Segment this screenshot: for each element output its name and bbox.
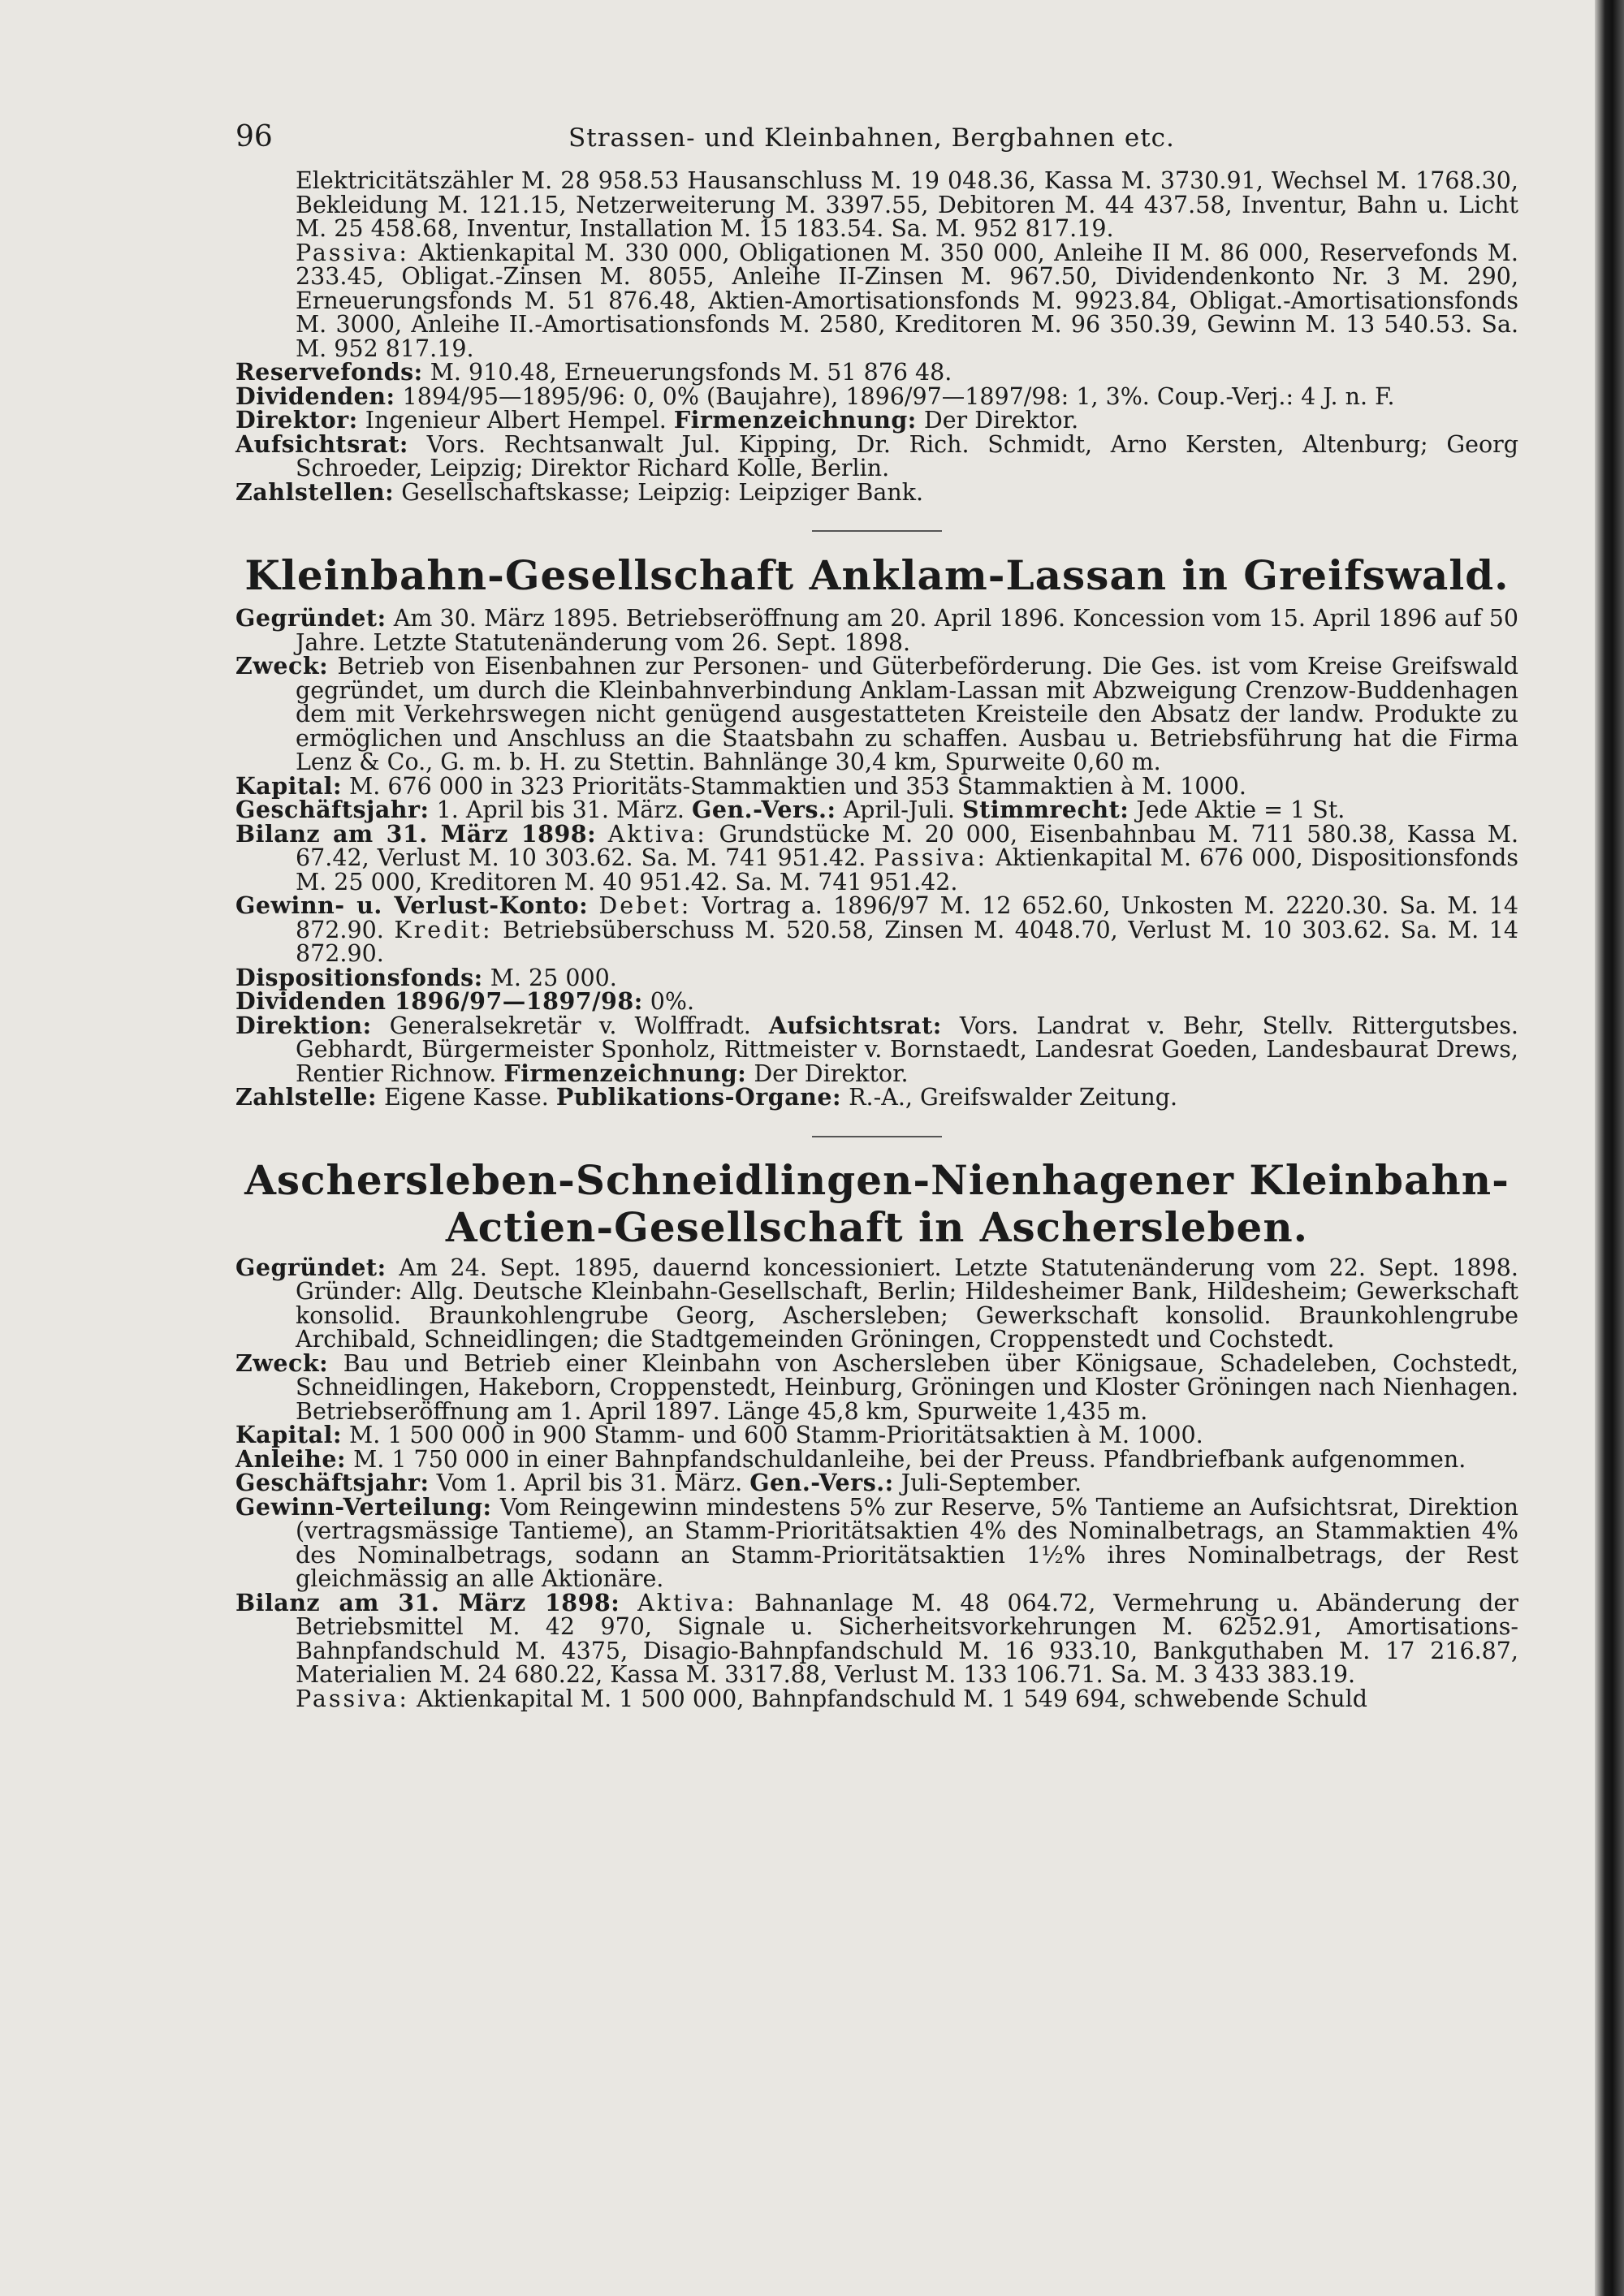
- genvers-label: Gen.-Vers.:: [691, 796, 836, 823]
- section-divider: [812, 1136, 942, 1137]
- anklam-entry: [235, 606, 1518, 1110]
- kapital-label: Kapital:: [235, 771, 342, 800]
- previous-entry: [235, 169, 1518, 504]
- zahlstellen-text: Gesellschaftskasse; Leipzig: Leipziger Bank.: [401, 478, 924, 506]
- anleihe-label: Anleihe:: [235, 1444, 346, 1473]
- geschaeftsjahr-text: Vom 1. April bis 31. März.: [436, 1470, 743, 1496]
- zweck-text: Bau und Betrieb einer Kleinbahn von Aschersleben über Königsaue, Schadeleben, Cochstedt, Schneidlingen, Hakeborn, Croppenstedt, Heinburg, Gröningen und Kloster Gröningen nach Nienhagen. Betriebseröffnung am 1. April 1897. Länge 45,8 km, Spurweite 1,435 m.: [296, 1349, 1518, 1425]
- geschaeftsjahr-label: Geschäftsjahr:: [235, 1469, 430, 1496]
- bilanz-paragraph: [235, 819, 1519, 896]
- geschaeftsjahr-text: 1. April bis 31. März.: [436, 796, 685, 823]
- book-spine-shadow: [1595, 0, 1624, 2296]
- stimmrecht-text: Jede Aktie = 1 St.: [1136, 796, 1345, 823]
- genvers-label: Gen.-Vers.:: [749, 1469, 894, 1496]
- genvers-text: Juli-September.: [901, 1470, 1082, 1496]
- direktor-text: Ingenieur Albert Hempel.: [365, 407, 667, 434]
- running-head: [235, 120, 1518, 169]
- direktion-paragraph: [235, 1011, 1518, 1087]
- firmenzeichnung-text: Der Direktor.: [754, 1060, 909, 1087]
- anleihe-text: M. 1 750 000 in einer Bahnpfandschuldanleihe, bei der Preuss. Pfandbriefbank aufgenommen.: [353, 1445, 1466, 1473]
- guv-paragraph: [235, 891, 1519, 967]
- publikationsorgane-text: R.-A., Greifswalder Zeitung.: [849, 1084, 1178, 1111]
- dividenden-label: Dividenden:: [235, 382, 395, 410]
- zweck-label: Zweck:: [235, 1349, 329, 1377]
- gegruendet-label: Gegründet:: [235, 1253, 387, 1281]
- geschaeftsjahr-paragraph: [235, 1471, 1518, 1495]
- passiva-paragraph: [235, 1687, 1518, 1711]
- aufsichtsrat-text: Vors. Rechtsanwalt Jul. Kipping, Dr. Rich. Schmidt, Arno Kersten, Altenburg; Georg Schroeder, Leipzig; Direktor Richard Kolle, Berlin.: [296, 430, 1518, 481]
- reservefonds-paragraph: [235, 360, 1518, 385]
- direktion-label: Direktion:: [235, 1011, 372, 1039]
- dividenden-text: 0%.: [650, 988, 695, 1015]
- aktiva-text: Bahnanlage M. 48 064.72, Vermehrung u. Abänderung der Betriebsmittel M. 42 970, Signale u. Sicherheitsvorkehrungen M. 6252.91, Amortisations-Bahnpfandschuld M. 4375, Disagio-Bahnpfandschuld M. 16 933.10, Bankguthaben M. 17 216.87, Materialien M. 24 680.22, Kassa M. 3317.88, Verlust M. 133 106.71. Sa. M. 3 433 383.19.: [296, 1589, 1519, 1688]
- gewinnverteilung-text: Vom Reingewinn mindestens 5% zur Reserve, 5% Tantieme an Aufsichtsrat, Direktion (vertragsmässige Tantieme), an Stamm-Prioritätsaktien 4% des Nominalbetrags, an Stammaktien 4% des Nominalbetrags, sodann an Stamm-Prioritätsaktien 1½% ihres Nominalbetrags, der Rest gleichmässig an alle Aktionäre.: [296, 1493, 1518, 1592]
- zahlstellen-paragraph: [235, 477, 1518, 506]
- dispositionsfonds-text: M. 25 000.: [490, 964, 617, 991]
- page-number: 96: [235, 120, 273, 153]
- running-title: Strassen- und Kleinbahnen, Bergbahnen etc.: [568, 123, 1175, 153]
- aufsichtsrat-paragraph: [235, 429, 1518, 481]
- aktiva-label: Aktiva:: [607, 820, 707, 848]
- geschaeftsjahr-label: Geschäftsjahr:: [235, 796, 430, 823]
- guv-label: Gewinn- u. Verlust-Konto:: [235, 891, 589, 919]
- passiva-label: Passiva:: [296, 1685, 409, 1712]
- passiva-label: Passiva:: [296, 239, 409, 266]
- reservefonds-label: Reservefonds:: [235, 358, 423, 386]
- kapital-text: M. 1 500 000 in 900 Stamm- und 600 Stamm-Prioritätsaktien à M. 1000.: [349, 1422, 1203, 1448]
- dispositionsfonds-paragraph: [235, 963, 1518, 991]
- zahlstelle-paragraph: [235, 1085, 1518, 1110]
- firmenzeichnung-label: Firmenzeichnung:: [673, 406, 917, 434]
- debet-label: Debet:: [598, 892, 692, 919]
- dispositionsfonds-label: Dispositionsfonds:: [235, 963, 483, 991]
- kapital-text: M. 676 000 in 323 Prioritäts-Stammaktien und 353 Stammaktien à M. 1000.: [349, 772, 1246, 800]
- dividenden-text: 1894/95—1895/96: 0, 0% (Baujahre), 1896/97—1897/98: 1, 3%. Coup.-Verj.: 4 J. n. F.: [402, 382, 1395, 410]
- aufsichtsrat-label: Aufsichtsrat:: [768, 1011, 942, 1039]
- zweck-label: Zweck:: [235, 652, 329, 680]
- firmenzeichnung-label: Firmenzeichnung:: [503, 1059, 747, 1087]
- zweck-paragraph: [235, 1349, 1518, 1425]
- direktor-label: Direktor:: [235, 406, 358, 434]
- geschaeftsjahr-paragraph: [235, 798, 1518, 822]
- aufsichtsrat-label: Aufsichtsrat:: [235, 429, 408, 458]
- reservefonds-text: M. 910.48, Erneuerungsfonds M. 51 876 48.: [430, 359, 952, 386]
- stimmrecht-label: Stimmrecht:: [962, 796, 1129, 823]
- gegruendet-paragraph: [235, 606, 1518, 654]
- aufsichtsrat-text: Vors. Landrat v. Behr, Stellv. Rittergutsbes. Gebhardt, Bürgermeister Sponholz, Rittmeister v. Bornstaedt, Landesrat Goeden, Landesbaurat Drews, Rentier Richnow.: [296, 1012, 1518, 1087]
- gewinnverteilung-label: Gewinn-Verteilung:: [235, 1492, 492, 1521]
- dividenden-label: Dividenden 1896/97—1897/98:: [235, 987, 643, 1015]
- genvers-text: April-Juli.: [843, 796, 955, 823]
- passiva-text: Aktienkapital M. 330 000, Obligationen M. 350 000, Anleihe II M. 86 000, Reservefonds M. 233.45, Obligat.-Zinsen M. 8055, Anleihe II-Zinsen M. 967.50, Dividendenkonto Nr. 3 M. 290, Erneuerungsfonds M. 51 876.48, Aktien-Amortisationsfonds M. 9923.84, Obligat.-Amortisationsfonds M. 3000, Anleihe II.-Amortisationsfonds M. 2580, Kreditoren M. 96 350.39, Gewinn M. 13 540.53. Sa. M. 952 817.19.: [296, 239, 1518, 362]
- anleihe-paragraph: [235, 1444, 1518, 1473]
- balance-continuation: Elektricitätszähler M. 28 958.53 Hausanschluss M. 19 048.36, Kassa M. 3730.91, Wechsel M. 1768.30, Bekleidung M. 121.15, Netzerweiterung M. 3397.55, Debitoren M. 44 437.58, Inventur, Bahn u. Licht M. 25 458.68, Inventur, Installation M. 15 183.54. Sa. M. 952 817.19.: [296, 167, 1518, 242]
- kapital-paragraph: [235, 771, 1518, 800]
- kredit-label: Kredit:: [394, 916, 493, 943]
- anklam-section-title: Kleinbahn-Gesellschaft Anklam-Lassan in Greifswald.: [244, 551, 1510, 599]
- bilanz-label: Bilanz am 31. März 1898:: [235, 1588, 620, 1616]
- bilanz-paragraph: [235, 1588, 1519, 1688]
- passiva-paragraph: [235, 241, 1518, 361]
- gegruendet-paragraph: [235, 1253, 1518, 1353]
- gegruendet-text: Am 24. Sept. 1895, dauernd koncessioniert. Letzte Statutenänderung vom 22. Sept. 1898. Gründer: Allg. Deutsche Kleinbahn-Gesellschaft, Berlin; Hildesheimer Bank, Hildesheim; Gewerkschaft konsolid. Braunkohlengrube Georg, Aschersleben; Gewerkschaft konsolid. Braunkohlengrube Archibald, Schneidlingen; die Stadtgemeinden Gröningen, Croppenstedt und Cochstedt.: [296, 1254, 1518, 1353]
- debet-text: Vortrag a. 1896/97 M. 12 652.60, Unkosten M. 2220.30. Sa. M. 14 872.90.: [296, 892, 1519, 943]
- passiva-text: Aktienkapital M. 676 000, Dispositionsfonds M. 25 000, Kreditoren M. 40 951.42. Sa. M. 741 951.42.: [296, 844, 1519, 896]
- aktiva-text: Grundstücke M. 20 000, Eisenbahnbau M. 711 580.38, Kassa M. 67.42, Verlust M. 10 303.62. Sa. M. 741 951.42.: [296, 820, 1519, 871]
- passiva-label: Passiva:: [874, 844, 988, 871]
- page: [235, 120, 1518, 1711]
- kapital-paragraph: [235, 1423, 1518, 1448]
- passiva-text: Aktienkapital M. 1 500 000, Bahnpfandschuld M. 1 549 694, schwebende Schuld: [417, 1685, 1367, 1712]
- aschersleben-title-line2: Actien-Gesellschaft in Aschersleben.: [445, 1202, 1309, 1251]
- kredit-text: Betriebsüberschuss M. 520.58, Zinsen M. 4048.70, Verlust M. 10 303.62. Sa. M. 14 872.90.: [296, 916, 1519, 967]
- direktor-paragraph: [235, 408, 1518, 433]
- firmenzeichnung-text: Der Direktor.: [923, 407, 1079, 434]
- gegruendet-label: Gegründet:: [235, 604, 387, 632]
- zweck-paragraph: [235, 654, 1518, 775]
- aktiva-label: Aktiva:: [637, 1589, 737, 1616]
- aschersleben-section-title: [235, 1157, 1518, 1251]
- zweck-text: Betrieb von Eisenbahnen zur Personen- und Güterbeförderung. Die Ges. ist vom Kreise Greifswald gegründet, um durch die Kleinbahnverbindung Anklam-Lassan mit Abzweigung Crenzow-Buddenhagen dem mit Verkehrswegen nicht genügend ausgestatteten Kreisteile den Absatz der landw. Produkte zu ermöglichen und Anschluss an die Staatsbahn zu schaffen. Ausbau u. Betriebsführung hat die Firma Lenz & Co., G. m. b. H. zu Stettin. Bahnlänge 30,4 km, Spurweite 0,60 m.: [296, 653, 1518, 775]
- aschersleben-entry: [235, 1253, 1519, 1712]
- gewinnverteilung-paragraph: [235, 1492, 1518, 1592]
- gegruendet-text: Am 30. März 1895. Betriebseröffnung am 20. April 1896. Koncession vom 15. April 1896 auf 50 Jahre. Letzte Statutenänderung vom 26. Sept. 1898.: [296, 605, 1518, 656]
- dividenden-paragraph: [235, 987, 1518, 1015]
- aschersleben-title-line1: Aschersleben-Schneidlingen-Nienhagener Kleinbahn-: [244, 1155, 1510, 1204]
- zahlstelle-text: Eigene Kasse.: [384, 1084, 549, 1111]
- dividenden-paragraph: [235, 382, 1518, 410]
- bilanz-label: Bilanz am 31. März 1898:: [235, 819, 597, 848]
- direktion-text: Generalsekretär v. Wolffradt.: [389, 1012, 751, 1039]
- publikationsorgane-label: Publikations-Organe:: [555, 1083, 842, 1111]
- kapital-label: Kapital:: [235, 1421, 342, 1448]
- section-divider: [812, 530, 942, 532]
- zahlstellen-label: Zahlstellen:: [235, 477, 395, 506]
- zahlstelle-label: Zahlstelle:: [235, 1083, 377, 1111]
